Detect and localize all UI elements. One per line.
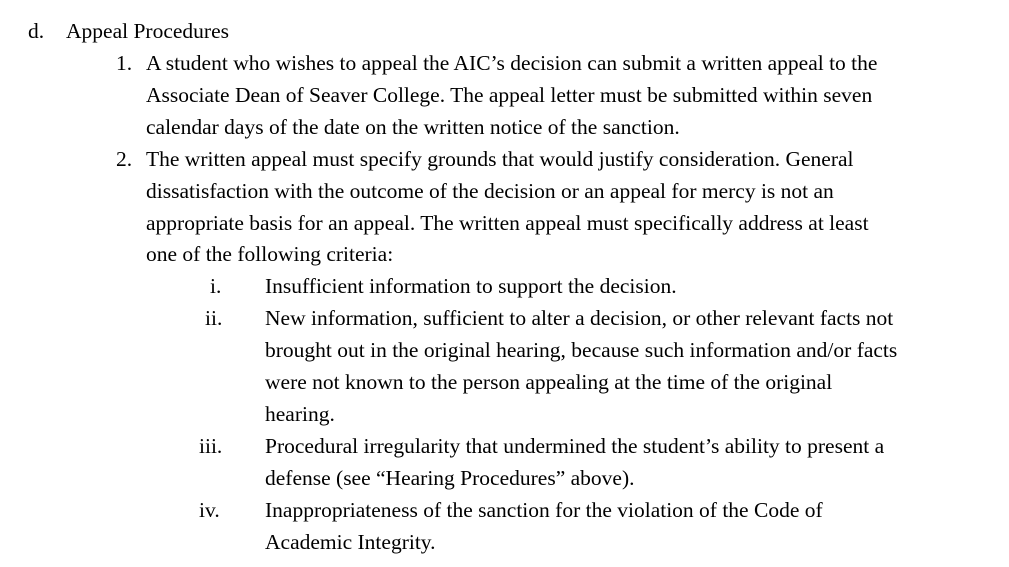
paragraph-line: The written appeal must specify grounds that would justify consideration. General — [146, 147, 854, 171]
list-item-marker: 1. — [116, 51, 133, 75]
sub-list-line: Insufficient information to support the decision. — [265, 274, 677, 298]
sub-list-line: New information, sufficient to alter a decision, or other relevant facts not — [265, 306, 894, 330]
paragraph-line: one of the following criteria: — [146, 242, 394, 266]
list-item-marker: 2. — [116, 147, 133, 171]
section-title: Appeal Procedures — [66, 19, 229, 43]
sub-list-line: were not known to the person appealing at the time of the original — [265, 370, 833, 394]
sub-list-marker: iv. — [199, 498, 220, 522]
paragraph-line: appropriate basis for an appeal. The written appeal must specifically address at least — [146, 211, 869, 235]
sub-list-line: hearing. — [265, 402, 335, 426]
sub-list-line: Academic Integrity. — [265, 530, 436, 554]
sub-list-line: Inappropriateness of the sanction for the violation of the Code of — [265, 498, 823, 522]
paragraph-line: Associate Dean of Seaver College. The appeal letter must be submitted within seven — [146, 83, 873, 107]
paragraph-line: calendar days of the date on the written notice of the sanction. — [146, 115, 680, 139]
sub-list-marker: ii. — [205, 306, 223, 330]
sub-list-line: brought out in the original hearing, because such information and/or facts — [265, 338, 898, 362]
section-marker: d. — [28, 19, 45, 43]
sub-list-marker: i. — [210, 274, 222, 298]
paragraph-line: dissatisfaction with the outcome of the decision or an appeal for mercy is not an — [146, 179, 834, 203]
sub-list-line: defense (see “Hearing Procedures” above). — [265, 466, 635, 490]
paragraph-line: A student who wishes to appeal the AIC’s decision can submit a written appeal to the — [146, 51, 878, 75]
sub-list-marker: iii. — [199, 434, 223, 458]
sub-list-line: Procedural irregularity that undermined the student’s ability to present a — [265, 434, 885, 458]
